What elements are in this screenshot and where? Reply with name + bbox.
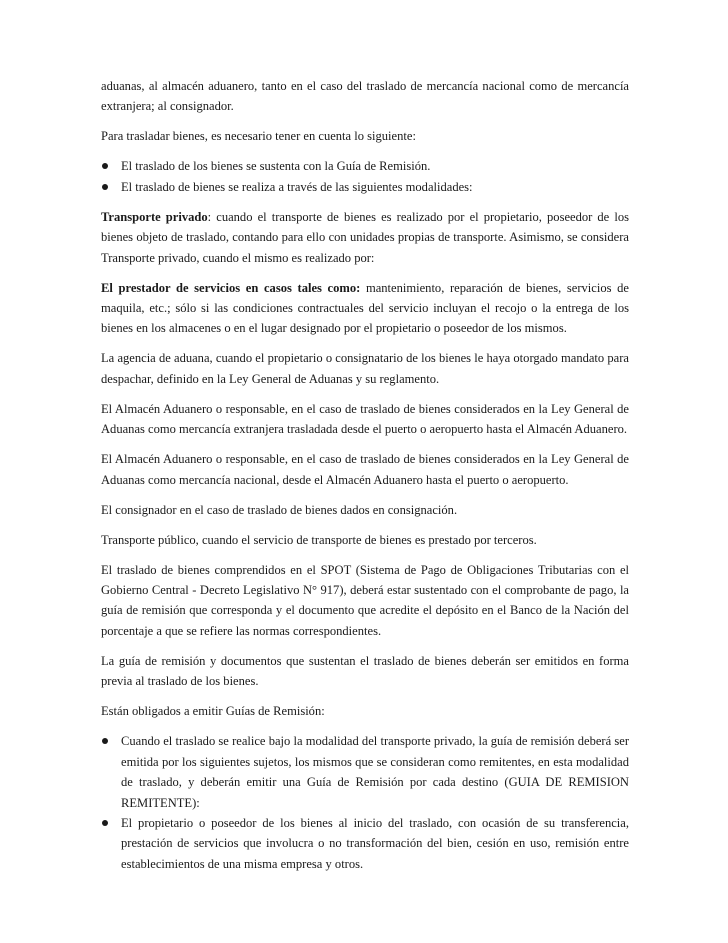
paragraph-para-trasladar: Para trasladar bienes, es necesario tener en cuenta lo siguiente: — [101, 129, 416, 144]
paragraph-agencia-aduana: La agencia de aduana, cuando el propietario o consignatario de los bienes le haya otorgado mandato para despachar, definido en la Ley General de Aduanas y su reglamento. — [101, 351, 629, 386]
list-item-text: El propietario o poseedor de los bienes al inicio del traslado, con ocasión de su transferencia, prestación de servicios que involucra o no transformación del bien, cesión en uso, remisión entre establecimientos de una misma empresa y otros. — [121, 815, 629, 871]
list-item — [101, 177, 629, 197]
bullet-dot-icon — [102, 163, 108, 169]
definition-prestador-servicios: mantenimiento, reparación de bienes, servicios de maquila, etc.; sólo si las condiciones contractuales del servicio incluyan el recojo o la entrega de los bienes en los almacenes o en el lugar designado por el propietario o poseedor de los mismos. — [101, 280, 629, 336]
paragraph-transporte-privado — [101, 207, 629, 268]
list-item-text: El traslado de los bienes se sustenta con la Guía de Remisión. — [121, 159, 431, 174]
bullet-dot-icon — [102, 820, 108, 826]
paragraph-transporte-publico: Transporte público, cuando el servicio de transporte de bienes es prestado por terceros. — [101, 532, 537, 547]
term-prestador-servicios: El prestador de servicios en casos tales como: — [101, 280, 361, 295]
document-page — [101, 76, 629, 884]
paragraph-guia-previa: La guía de remisión y documentos que sustentan el traslado de bienes deberán ser emitidos en forma previa al traslado de los bienes. — [101, 653, 629, 689]
paragraph-almacen-nacional: El Almacén Aduanero o responsable, en el caso de traslado de bienes considerados en la Ley General de Aduanas como mercancía nacional, desde el Almacén Aduanero hasta el puerto o aeropuerto. — [101, 452, 629, 487]
paragraph-consignador: El consignador en el caso de traslado de bienes dados en consignación. — [101, 502, 458, 517]
definition-transporte-privado: : cuando el transporte de bienes es realizado por el propietario, poseedor de los bienes objeto de traslado, contando para ello con unidades propias de transporte. Asimismo, se considera Transporte privado, cuando el mismo es realizado por: — [101, 209, 629, 265]
list-item-text: Cuando el traslado se realice bajo la modalidad del transporte privado, la guía de remisión deberá ser emitida por los siguientes sujetos, los mismos que se consideran como remitentes, en esta modalidad de traslado, y deberán emitir una Guía de Remisión por cada destino (GUIA DE REMISION REMITENTE): — [121, 734, 629, 810]
bullet-list-traslado — [101, 156, 629, 197]
paragraph-prestador-servicios — [101, 278, 629, 339]
paragraph-aduanas: aduanas, al almacén aduanero, tanto en el caso del traslado de mercancía nacional como de mercancía extranjera; al consignador. — [101, 79, 629, 114]
list-item — [101, 731, 629, 813]
paragraph-spot: El traslado de bienes comprendidos en el SPOT (Sistema de Pago de Obligaciones Tributarias con el Gobierno Central - Decreto Legislativo N° 917), deberá estar sustentado con el comprobante de pago, la guía de remisión que corresponda y el documento que acredite el depósito en el Banco de la Nación del porcentaje a que se refiere las normas correspondientes. — [101, 562, 629, 638]
list-item — [101, 813, 629, 874]
paragraph-almacen-extranjera: El Almacén Aduanero o responsable, en el caso de traslado de bienes considerados en la Ley General de Aduanas como mercancía extranjera trasladada desde el puerto o aeropuerto hasta el Almacén Aduanero. — [101, 401, 629, 437]
term-transporte-privado: Transporte privado — [101, 209, 208, 224]
list-item — [101, 156, 629, 176]
bullet-list-obligados — [101, 731, 629, 874]
bullet-dot-icon — [102, 184, 108, 190]
list-item-text: El traslado de bienes se realiza a través de las siguientes modalidades: — [121, 179, 473, 194]
bullet-dot-icon — [102, 738, 108, 744]
paragraph-obligados: Están obligados a emitir Guías de Remisión: — [101, 704, 325, 719]
